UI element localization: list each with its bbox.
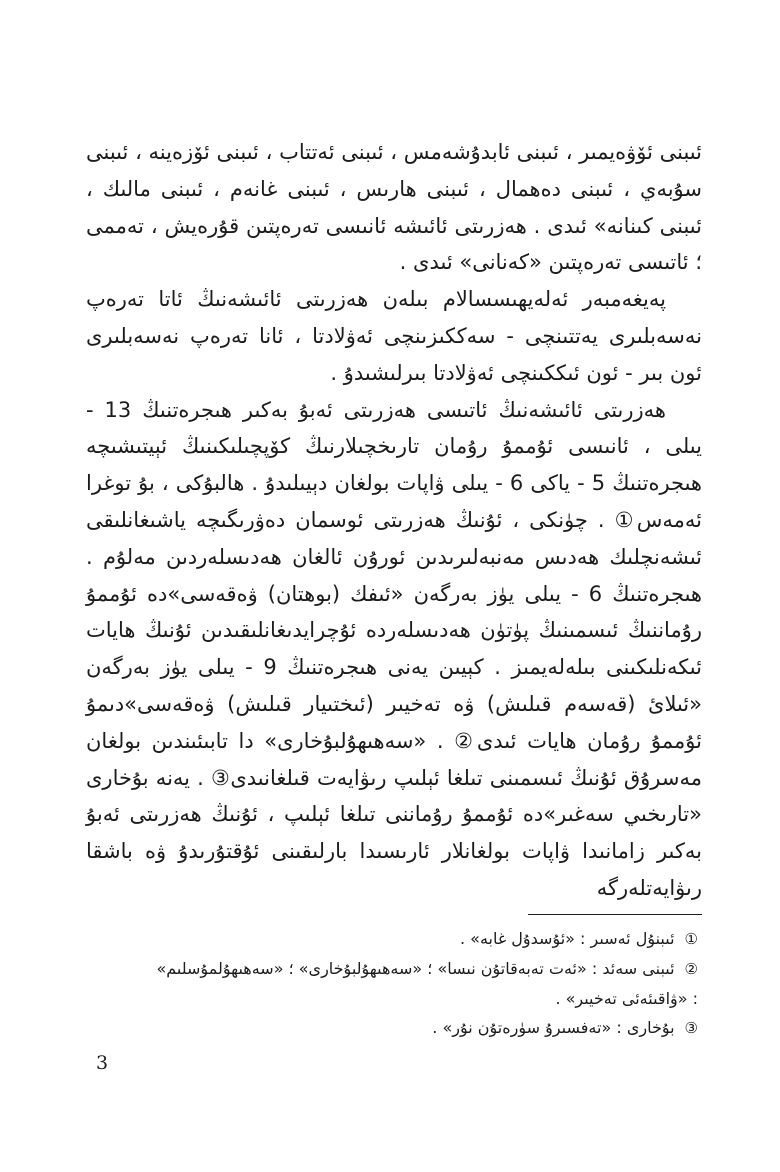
footnote-text: ئىبنى سەئد : «ئەت تەبەقاتۇن نىسا» ؛ «سەھىھۇلبۇخارى» ؛ «سەھىھۇلمۇسلىم» : «ۋاقىئەئى تەخيىر» . xyxy=(156,959,698,1008)
footnote-2 xyxy=(150,954,698,1013)
body-text xyxy=(86,134,702,907)
footnote-marker: ③ xyxy=(684,1019,698,1037)
footnote-text: ئىبنۇل ئەسىر : «ئۇسدۇل غابە» . xyxy=(459,929,675,948)
footnote-text: بۇخارى : «تەفسىرۇ سۈرەتۇن نۇر» . xyxy=(432,1018,675,1037)
footnote-1 xyxy=(150,924,698,954)
paragraph-2: پەيغەمبەر ئەلەيھىسسالام بىلەن ھەزرىتى ئائىشەنىڭ ئاتا تەرەپ نەسەبلىرى يەتتىنچى - سەككىزىنچى ئەۋلادتا ، ئانا تەرەپ نەسەبلىرى ئون بىر - ئون ئىككىنچى ئەۋلادتا بىرلىشىدۇ . xyxy=(86,287,702,385)
paragraph-3: ھەزرىتى ئائىشەنىڭ ئاتىسى ھەزرىتى ئەبۇ بەكىر ھىجرەتنىڭ 13 - يىلى ، ئانىسى ئۇممۇ رۇمان تارىخچىلارنىڭ كۆپچىلىكىنىڭ ئېيتىشىچە ھىجرەتنىڭ 5 - ياكى 6 - يىلى ۋاپات بولغان دېيىلىدۇ . ھالبۇكى ، بۇ توغرا ئەمەس① . چۈنكى ، ئۇنىڭ ھەزرىتى ئوسمان دەۋرىگىچە ياشىغانلىقى ئىشەنچلىك ھەدىس مەنبەلىرىدىن ئورۇن ئالغان ھەدىسلەردىن مەلۇم . ھىجرەتنىڭ 6 - يىلى يۈز بەرگەن «ئىفك (بوھتان) ۋەقەسى»دە ئۇممۇ رۇماننىڭ ئىسمىنىڭ پۈتۈن ھەدىسلەردە ئۇچرايدىغانلىقىدىن ئۇنىڭ ھايات ئىكەنلىكىنى بىلەلەيمىز . كېيىن يەنى ھىجرەتنىڭ 9 - يىلى يۈز بەرگەن «ئىلائ (قەسەم قىلىش) ۋە تەخيىر (ئىختىيار قىلىش) ۋەقەسى»دىمۇ ئۇممۇ رۇمان ھايات ئىدى② . «سەھىھۇلبۇخارى» دا تابىئىندىن بولغان مەسرۇق ئۇنىڭ ئىسمىنى تىلغا ئېلىپ رىۋايەت قىلغانىدى③ . يەنە بۇخارى «تارىخىي سەغىر»دە ئۇممۇ رۇماننى تىلغا ئېلىپ ، ئۇنىڭ ھەزرىتى ئەبۇ بەكىر زامانىدا ۋاپات بولغانلار ئارىسىدا بارلىقىنى ئۇقتۇرىدۇ ۋە باشقا رىۋايەتلەرگە xyxy=(86,397,702,900)
footnote-marker: ② xyxy=(684,960,698,978)
page-number: 3 xyxy=(96,1052,109,1074)
footnote-3 xyxy=(150,1013,698,1043)
paragraph-1: ئىبنى ئۆۋەيمىر ، ئىبنى ئابدۇشەمس ، ئىبنى ئەتتاب ، ئىبنى ئۆزەينە ، ئىبنى سۇبەي ، ئىبنى دەھمال ، ئىبنى ھارىس ، ئىبنى غانەم ، ئىبنى مالىك ، ئىبنى كىنانە» ئىدى . ھەزرىتى ئائىشە ئانىسى تەرەپتىن قۇرەيش ، تەممى ؛ ئاتىسى تەرەپتىن «كەنانى» ئىدى . xyxy=(86,140,702,275)
footnote-marker: ① xyxy=(684,930,698,948)
footnote-divider xyxy=(528,914,702,915)
footnotes xyxy=(150,924,698,1043)
